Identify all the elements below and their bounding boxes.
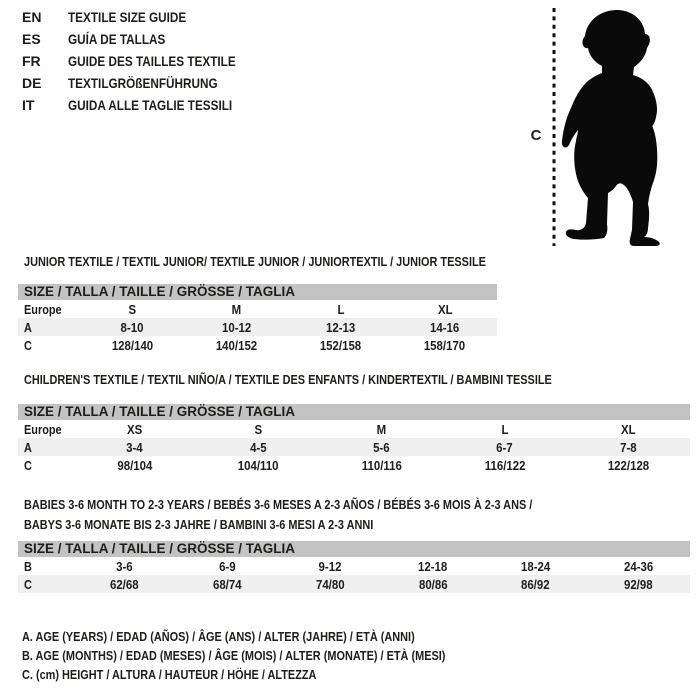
size-cell-text: XL — [620, 421, 636, 437]
language-row — [22, 50, 268, 72]
table-row — [18, 318, 497, 336]
table-row — [18, 438, 690, 456]
row-label-text: A — [24, 319, 32, 335]
figure-svg — [498, 2, 698, 252]
size-cell — [393, 300, 497, 318]
size-cell — [443, 420, 566, 438]
size-cell-text: 14-16 — [430, 319, 460, 335]
size-cell-text: 158/170 — [424, 337, 466, 353]
section-title-text: BABIES 3-6 MONTH TO 2-3 YEARS / BEBÉS 3-6 MESES A 2-3 AÑOS / BÉBÉS 3-6 MOIS À 2-3 ANS / — [24, 497, 533, 512]
language-label: TEXTILE SIZE GUIDE — [68, 9, 187, 25]
language-row — [22, 28, 268, 50]
footnote-text: B. AGE (MONTHS) / EDAD (MESES) / ÂGE (MOIS) / ALTER (MONATE) / ETÀ (MESI) — [22, 648, 446, 663]
size-cell — [184, 318, 288, 336]
table-row — [18, 300, 497, 318]
size-cell — [567, 456, 690, 474]
size-cell-text: 128/140 — [111, 337, 153, 353]
footnote — [22, 627, 526, 646]
size-cell — [80, 336, 184, 354]
size-header-band — [18, 284, 497, 300]
size-cell-text: 6-7 — [496, 439, 514, 455]
size-header-text: SIZE / TALLA / TAILLE / GRÖSSE / TAGLIA — [24, 284, 295, 299]
language-label: GUIDA ALLE TAGLIE TESSILI — [68, 97, 233, 113]
size-cell-text: 8-10 — [120, 319, 144, 335]
size-cell-text: M — [376, 421, 387, 437]
size-cell — [393, 318, 497, 336]
size-cell — [567, 420, 690, 438]
size-cell — [73, 420, 196, 438]
footnotes — [22, 627, 526, 684]
section-title — [18, 515, 690, 535]
size-cell-text: 4-5 — [249, 439, 267, 455]
size-cell — [587, 575, 690, 593]
row-label — [18, 300, 80, 318]
language-code: ES — [22, 31, 41, 47]
size-cell — [320, 456, 443, 474]
size-cell-text: 62/68 — [110, 576, 139, 592]
size-section-children — [18, 373, 690, 474]
size-table — [18, 300, 497, 354]
size-cell — [184, 300, 288, 318]
size-cell-text: 92/98 — [624, 576, 653, 592]
row-label — [18, 336, 80, 354]
table-row — [18, 336, 497, 354]
size-cell-text: 6-9 — [218, 558, 236, 574]
size-cell — [80, 300, 184, 318]
size-cell — [289, 336, 393, 354]
size-cell — [443, 456, 566, 474]
row-label — [18, 575, 73, 593]
size-cell — [320, 438, 443, 456]
size-cell — [289, 300, 393, 318]
size-cell — [73, 575, 176, 593]
size-figure — [498, 2, 698, 252]
size-header-text: SIZE / TALLA / TAILLE / GRÖSSE / TAGLIA — [24, 404, 295, 419]
size-cell-text: 3-6 — [116, 558, 133, 574]
size-cell-text: 7-8 — [620, 439, 637, 455]
section-title — [18, 255, 497, 269]
size-cell — [279, 575, 382, 593]
size-cell — [381, 575, 484, 593]
language-row — [22, 94, 268, 116]
row-label — [18, 557, 73, 575]
section-title-text: JUNIOR TEXTILE / TEXTIL JUNIOR/ TEXTILE JUNIOR / JUNIORTEXTIL / JUNIOR TESSILE — [24, 254, 486, 269]
size-cell-text: 80/86 — [418, 576, 448, 592]
language-label: TEXTILGRÖßENFÜHRUNG — [68, 75, 218, 91]
row-label — [18, 456, 73, 474]
row-label — [18, 438, 73, 456]
row-label — [18, 420, 73, 438]
size-cell — [381, 557, 484, 575]
size-cell — [393, 336, 497, 354]
row-label — [18, 318, 80, 336]
size-cell-text: S — [254, 421, 262, 437]
size-header-text: SIZE / TALLA / TAILLE / GRÖSSE / TAGLIA — [24, 541, 295, 556]
toddler-silhouette-icon — [562, 10, 660, 246]
size-cell — [184, 336, 288, 354]
size-cell — [320, 420, 443, 438]
section-title — [18, 495, 690, 515]
size-cell-text: XL — [437, 301, 453, 317]
size-section-babies — [18, 495, 690, 593]
footnote-text: C. (cm) HEIGHT / ALTURA / HAUTEUR / HÖHE / ALTEZZA — [22, 667, 317, 682]
language-row — [22, 72, 268, 94]
row-label-text: Europe — [24, 301, 62, 317]
size-table — [18, 420, 690, 474]
section-title — [18, 373, 690, 387]
language-list — [22, 6, 268, 116]
size-cell — [73, 438, 196, 456]
size-table — [18, 557, 690, 593]
size-cell-text: 3-4 — [126, 439, 143, 455]
language-label: GUIDE DES TAILLES TEXTILE — [68, 53, 236, 69]
row-label-text: B — [24, 558, 32, 574]
size-cell-text: 152/158 — [319, 337, 362, 353]
size-header-band — [18, 541, 690, 557]
size-cell — [443, 438, 566, 456]
size-cell-text: 116/122 — [484, 457, 526, 473]
row-label-text: C — [24, 457, 32, 473]
size-section-junior — [18, 255, 497, 354]
table-row — [18, 456, 690, 474]
row-label-text: A — [24, 439, 32, 455]
size-cell-text: M — [231, 301, 242, 317]
size-cell-text: 5-6 — [373, 439, 390, 455]
size-cell — [587, 557, 690, 575]
section-title-text: CHILDREN'S TEXTILE / TEXTIL NIÑO/A / TEXTILE DES ENFANTS / KINDERTEXTIL / BAMBINI TESSILE — [24, 372, 552, 387]
section-title-text: BABYS 3-6 MONATE BIS 2-3 JAHRE / BAMBINI 3-6 MESI A 2-3 ANNI — [24, 517, 374, 532]
size-cell — [484, 557, 587, 575]
size-cell — [567, 438, 690, 456]
language-code: IT — [22, 97, 35, 113]
size-cell — [73, 557, 176, 575]
table-row — [18, 557, 690, 575]
size-cell-text: 74/80 — [315, 576, 345, 592]
size-cell-text: 24-36 — [623, 558, 654, 574]
table-row — [18, 420, 690, 438]
size-cell — [176, 557, 279, 575]
size-cell-text: 98/104 — [117, 457, 153, 473]
size-cell-text: 122/128 — [607, 457, 649, 473]
footnote — [22, 665, 526, 684]
size-cell-text: L — [337, 301, 345, 317]
size-cell — [176, 575, 279, 593]
size-header-band — [18, 404, 690, 420]
size-cell — [289, 318, 393, 336]
size-cell-text: 12-13 — [325, 319, 356, 335]
language-code: EN — [22, 9, 42, 25]
footnote — [22, 646, 526, 665]
size-cell-text: 12-18 — [418, 558, 448, 574]
size-cell — [196, 456, 319, 474]
language-label: GUÍA DE TALLAS — [68, 31, 166, 47]
size-cell-text: 104/110 — [237, 457, 279, 473]
size-cell-text: S — [128, 301, 136, 317]
size-cell-text: L — [501, 421, 509, 437]
size-cell — [484, 575, 587, 593]
size-cell — [196, 438, 319, 456]
size-cell-text: 86/92 — [521, 576, 551, 592]
size-cell-text: 68/74 — [212, 576, 242, 592]
footnote-text: A. AGE (YEARS) / EDAD (AÑOS) / ÂGE (ANS) / ALTER (JAHRE) / ETÀ (ANNI) — [22, 629, 415, 644]
table-row — [18, 575, 690, 593]
size-cell-text: XS — [127, 421, 143, 437]
size-cell-text: 110/116 — [361, 457, 402, 473]
size-cell-text: 140/152 — [215, 337, 258, 353]
size-cell — [196, 420, 319, 438]
size-cell — [80, 318, 184, 336]
size-cell-text: 9-12 — [318, 558, 342, 574]
language-code: DE — [22, 75, 42, 91]
measure-label-c: C — [530, 127, 542, 144]
size-cell — [73, 456, 196, 474]
row-label-text: C — [24, 576, 32, 592]
size-cell-text: 18-24 — [521, 558, 551, 574]
size-cell-text: 10-12 — [221, 319, 252, 335]
size-cell — [279, 557, 382, 575]
row-label-text: C — [24, 337, 32, 353]
language-code: FR — [22, 53, 41, 69]
row-label-text: Europe — [24, 421, 62, 437]
language-row — [22, 6, 268, 28]
